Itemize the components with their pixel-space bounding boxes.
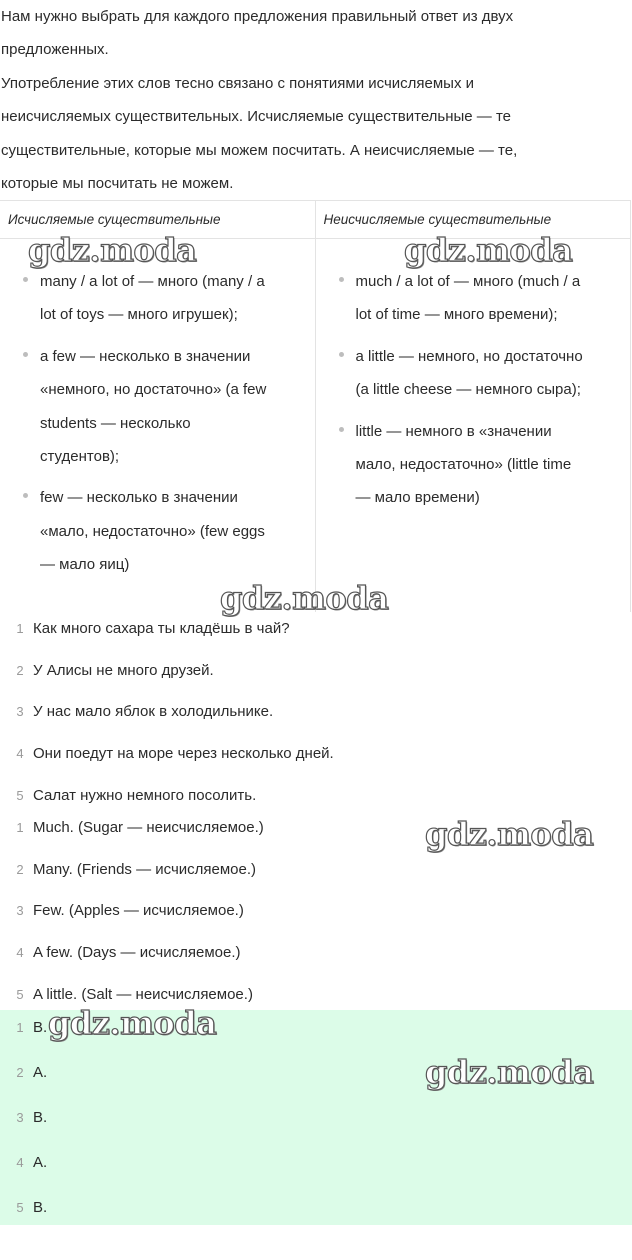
intro-line: Употребление этих слов тесно связано с понятиями исчисляемых и [1,74,475,92]
answer-item: 4 A. [16,1154,48,1171]
intro-line: которые мы посчитать не можем. [1,175,234,193]
bullet-icon [339,427,344,432]
countable-list [0,239,315,582]
answer-item: 2 A. [16,1064,48,1081]
list-item: many / a lot of — много (many / a lot of toys — много игрушек); [40,265,309,332]
bullet-icon [23,277,28,282]
watermark: gdz.moda [48,1004,217,1042]
answer-item: 5 B. [16,1199,48,1216]
list-item: little — немного в «значении мало, недостаточно» (little time — мало времени) [356,415,625,515]
answer-item: 1 B. [16,1019,48,1036]
sentences-list [0,612,632,820]
answers-block [0,1010,632,1225]
bullet-icon [339,277,344,282]
list-item: 4 A few. (Days — исчисляемое.) [16,944,241,962]
intro-line: Нам нужно выбрать для каждого предложения правильный ответ из двух [1,8,514,25]
uncountable-list [316,239,631,515]
list-item: 4 Они поедут на море через несколько дней. [16,745,334,763]
bullet-icon [339,352,344,357]
countable-column [0,201,316,612]
list-item: 3 У нас мало яблок в холодильнике. [16,703,274,721]
list-item: 1 Much. (Sugar — неисчисляемое.) [16,819,264,836]
watermark: gdz.moda [425,1053,594,1091]
bullet-icon [23,352,28,357]
list-item: a few — несколько в значении «немного, но достаточно» (a few students — несколько студентов); [40,340,309,474]
watermark: gdz.moda [404,231,573,269]
uncountable-header: Неисчисляемые существительные [316,201,631,239]
intro-line: неисчисляемых существительных. Исчисляемые существительные — те [1,108,512,126]
countable-header: Исчисляемые существительные [0,201,315,239]
list-item: 5 Салат нужно немного посолить. [16,786,257,804]
list-item: 2 Many. (Friends — исчисляемое.) [16,860,257,878]
uncountable-column [316,201,631,612]
answer-item: 3 B. [16,1109,48,1126]
list-item: a little — немного, но достаточно (a little cheese — немного сыра); [356,340,625,407]
list-item: much / a lot of — много (much / a lot of time — много времени); [356,265,625,332]
list-item: 1 Как много сахара ты кладёшь в чай? [16,620,290,637]
intro-text [0,0,632,200]
intro-line: существительные, которые мы можем посчитать. А неисчисляемые — те, [1,141,518,159]
list-item: 3 Few. (Apples — исчисляемое.) [16,902,244,920]
list-item: 5 A little. (Salt — неисчисляемое.) [16,985,253,1003]
watermark: gdz.moda [28,231,197,269]
intro-line: предложенных. [1,41,109,59]
list-item: few — несколько в значении «мало, недостаточно» (few eggs — мало яиц) [40,481,309,581]
explanations-list [0,811,632,1019]
watermark: gdz.moda [220,579,389,617]
watermark: gdz.moda [425,815,594,853]
bullet-icon [23,493,28,498]
nouns-table [0,200,631,617]
list-item: 2 У Алисы не много друзей. [16,661,214,679]
